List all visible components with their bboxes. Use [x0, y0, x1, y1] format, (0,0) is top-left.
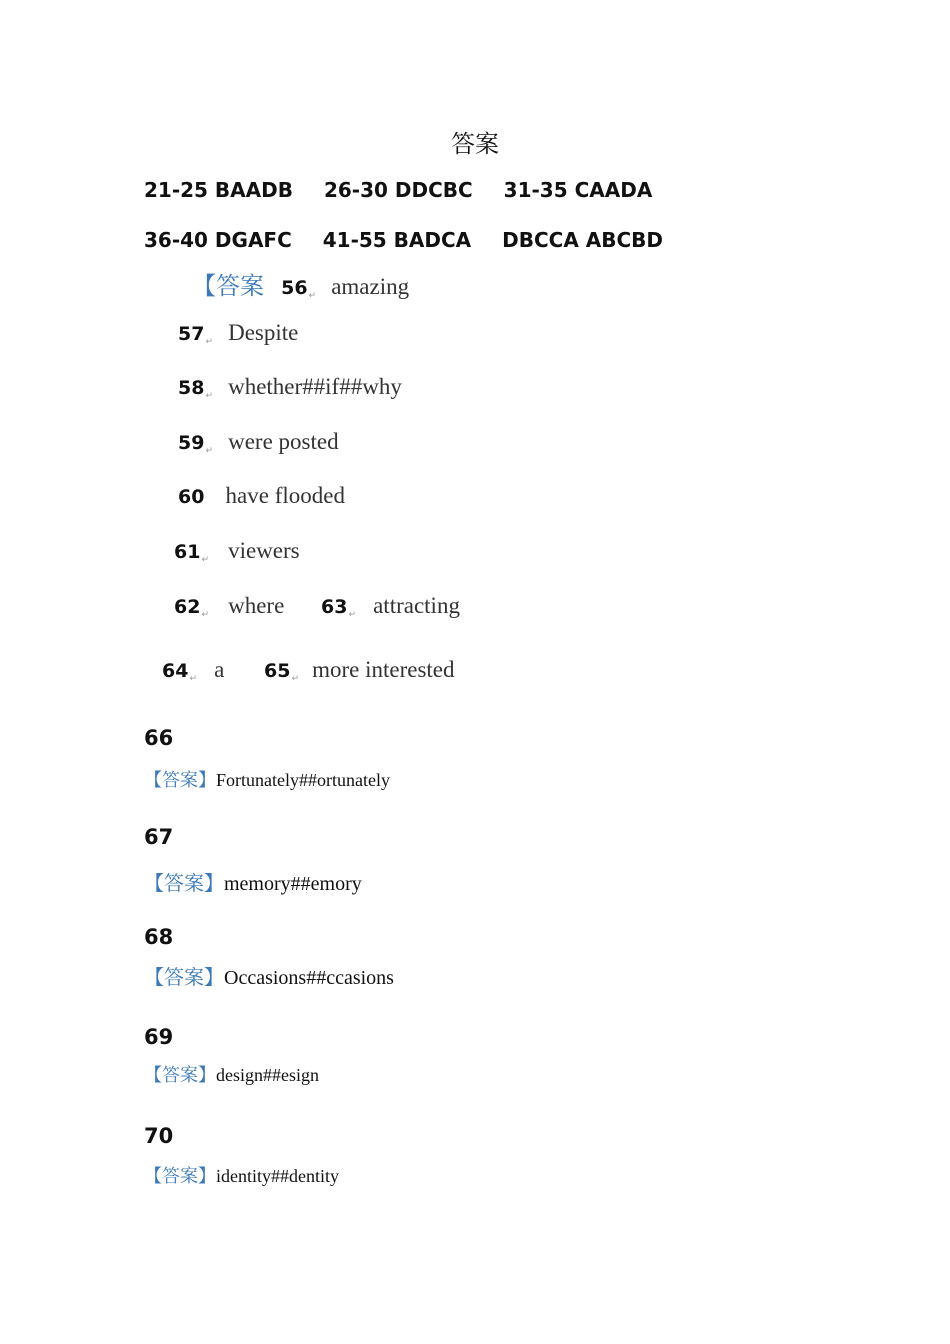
mc-group: 36-40 DGAFC — [144, 228, 292, 252]
fill-answer: whether##if##why — [228, 374, 402, 399]
section-answer: identity##dentity — [216, 1166, 339, 1186]
section-number: 70 — [144, 1124, 174, 1148]
section-answer-line — [144, 1061, 319, 1087]
mc-group: 31-35 CAADA — [503, 178, 653, 202]
fill-row-60 — [178, 483, 345, 509]
fill-answer: amazing — [331, 274, 410, 299]
mc-group: 26-30 DDCBC — [323, 178, 473, 202]
question-number: 57 — [178, 323, 205, 345]
section-answer-line — [144, 1162, 339, 1188]
fill-answer: attracting — [373, 593, 460, 618]
mc-group: DBCCA ABCBD — [502, 228, 664, 252]
section-number: 67 — [144, 825, 174, 849]
section-number: 69 — [144, 1025, 174, 1049]
fill-row-64 — [162, 657, 224, 684]
question-number: 56 — [281, 277, 308, 299]
paragraph-mark-icon: ↵ — [308, 291, 317, 301]
section-answer-line — [144, 867, 362, 896]
section-number: 66 — [144, 726, 174, 750]
question-number: 61 — [174, 541, 201, 563]
fill-answer: where — [228, 593, 285, 618]
section-answer: Occasions##ccasions — [224, 967, 394, 989]
fill-answer: have flooded — [225, 483, 345, 508]
fill-row-58 — [178, 374, 402, 401]
question-number: 64 — [162, 660, 189, 682]
paragraph-mark-icon: ↵ — [205, 337, 213, 347]
fill-row-59 — [178, 429, 339, 456]
mc-group: 41-55 BADCA — [322, 228, 472, 252]
fill-row-61 — [174, 538, 300, 565]
question-number: 63 — [321, 596, 348, 618]
paragraph-mark-icon: ↵ — [348, 610, 356, 620]
answer-tag: 【答案】 — [144, 871, 224, 895]
fill-answer: viewers — [228, 538, 300, 563]
fill-row-62 — [174, 593, 284, 620]
fill-row-57 — [178, 320, 298, 347]
answer-tag: 【答案 — [192, 272, 264, 300]
answer-tag: 【答案】 — [144, 1065, 216, 1086]
section-answer: Fortunately##ortunately — [216, 770, 390, 790]
answer-tag: 【答案】 — [144, 770, 216, 791]
fill-row-65 — [264, 657, 455, 684]
mc-row-2 — [144, 228, 663, 252]
fill-row-56 — [192, 266, 409, 301]
section-number: 68 — [144, 925, 174, 949]
paragraph-mark-icon: ↵ — [205, 391, 213, 401]
fill-row-63 — [321, 593, 460, 620]
question-number: 58 — [178, 377, 205, 399]
page-title: 答案 — [451, 130, 499, 158]
paragraph-mark-icon: ↵ — [201, 555, 209, 565]
question-number: 62 — [174, 596, 201, 618]
section-answer: memory##emory — [224, 873, 362, 895]
paragraph-mark-icon: ↵ — [291, 674, 299, 684]
paragraph-mark-icon: ↵ — [189, 674, 197, 684]
section-answer-line — [144, 766, 390, 792]
mc-group: 21-25 BAADB — [144, 178, 293, 202]
paragraph-mark-icon: ↵ — [205, 446, 213, 456]
fill-answer: Despite — [228, 320, 299, 345]
question-number: 59 — [178, 432, 205, 454]
fill-answer: a — [214, 657, 225, 682]
fill-answer: more interested — [312, 657, 455, 682]
fill-answer: were posted — [228, 429, 339, 454]
paragraph-mark-icon: ↵ — [201, 610, 209, 620]
section-answer-line — [144, 961, 394, 990]
answer-tag: 【答案】 — [144, 965, 224, 989]
answer-tag: 【答案】 — [144, 1166, 216, 1187]
mc-row-1 — [144, 178, 652, 202]
section-answer: design##esign — [216, 1065, 319, 1085]
question-number: 60 — [178, 486, 205, 508]
question-number: 65 — [264, 660, 291, 682]
